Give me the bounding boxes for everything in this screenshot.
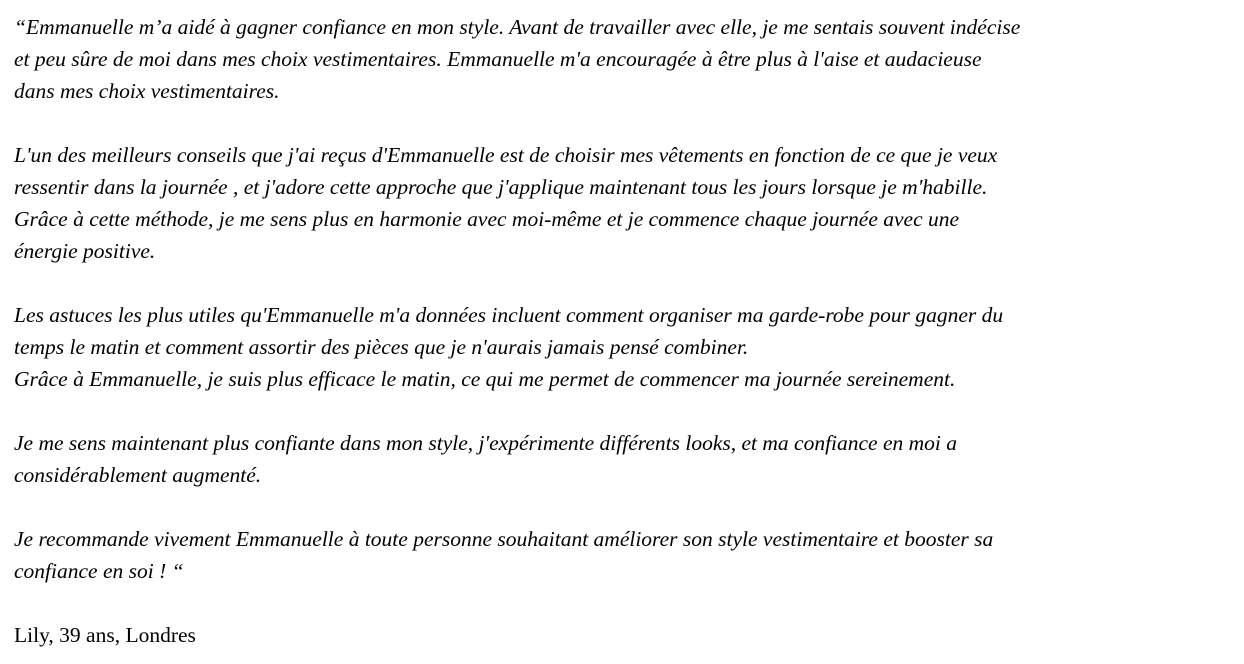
text-line: “Emmanuelle m’a aidé à gagner confiance en mon style. Avant de travailler avec elle, je me sentais souvent indécise [14, 15, 1021, 39]
text-line: énergie positive. [14, 239, 156, 263]
testimonial-author: Lily, 39 ans, Londres [14, 623, 196, 647]
testimonial [14, 11, 1230, 651]
testimonial-paragraph-3 [14, 299, 1230, 395]
text-line: dans mes choix vestimentaires. [14, 79, 280, 103]
text-line: Les astuces les plus utiles qu'Emmanuelle m'a données incluent comment organiser ma garde-robe pour gagner du [14, 303, 1004, 327]
text-line: considérablement augmenté. [14, 463, 262, 487]
text-line: Grâce à Emmanuelle, je suis plus efficace le matin, ce qui me permet de commencer ma journée sereinement. [14, 367, 956, 391]
text-line: Grâce à cette méthode, je me sens plus en harmonie avec moi-même et je commence chaque journée avec une [14, 207, 960, 231]
text-line: temps le matin et comment assortir des pièces que je n'aurais jamais pensé combiner. [14, 335, 749, 359]
testimonial-paragraph-1 [14, 11, 1230, 107]
text-line: Je me sens maintenant plus confiante dans mon style, j'expérimente différents looks, et ma confiance en moi a [14, 431, 958, 455]
testimonial-quote [14, 11, 1230, 587]
testimonial-paragraph-5 [14, 523, 1230, 587]
testimonial-paragraph-2 [14, 139, 1230, 267]
testimonial-paragraph-4 [14, 427, 1230, 491]
text-line: L'un des meilleurs conseils que j'ai reçus d'Emmanuelle est de choisir mes vêtements en fonction de ce que je veux [14, 143, 998, 167]
text-line: Je recommande vivement Emmanuelle à toute personne souhaitant améliorer son style vestimentaire et booster sa [14, 527, 994, 551]
text-line: confiance en soi ! “ [14, 559, 184, 583]
text-line: et peu sûre de moi dans mes choix vestimentaires. Emmanuelle m'a encouragée à être plus à l'aise et audacieuse [14, 47, 982, 71]
text-line: ressentir dans la journée , et j'adore cette approche que j'applique maintenant tous les jours lorsque je m'habille. [14, 175, 988, 199]
